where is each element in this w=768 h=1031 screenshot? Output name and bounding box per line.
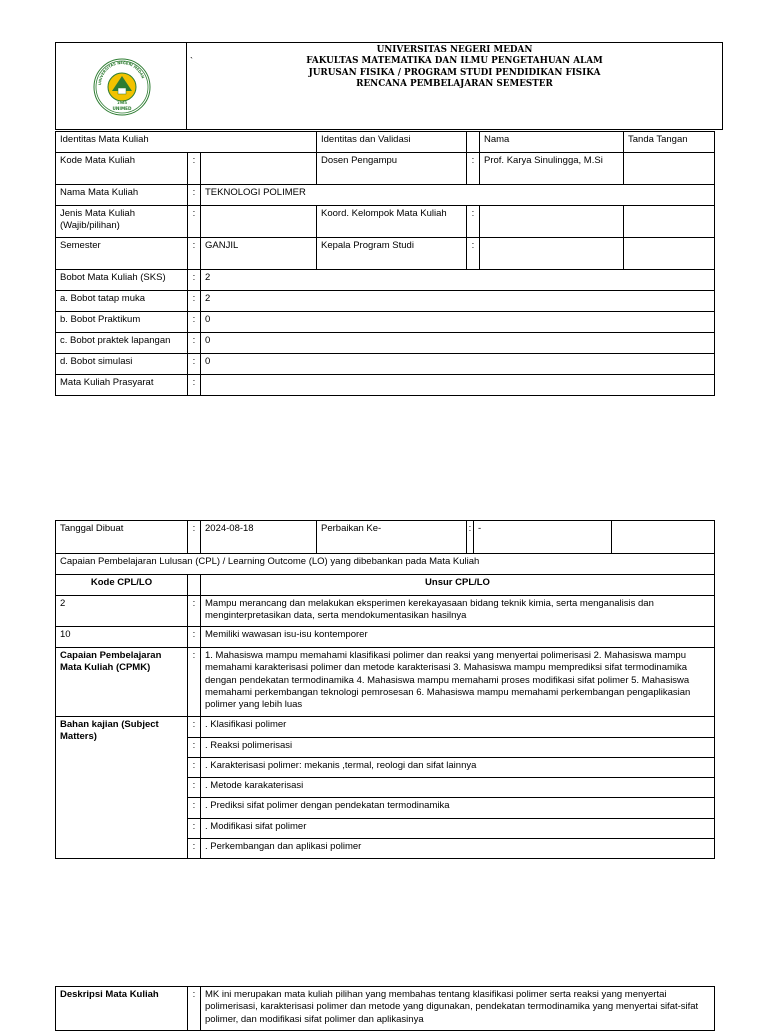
identitas-header: Identitas Mata Kuliah: [56, 132, 317, 153]
lapangan-value: 0: [201, 333, 715, 354]
deskripsi-text: MK ini merupakan mata kuliah pilihan yang membahas tentang klasifikasi polimer serta reaksi yang menyertai polimerisasi, karakterisasi polimer dan metode yang digunakan, pendekatan termodinamika yang menyertai sifat-sifat polimer, dan modifikasi sifat polimer dan aplikasinya: [201, 987, 715, 1031]
university-name: UNIVERSITAS NEGERI MEDAN: [376, 45, 533, 55]
perbaikan-value: -: [474, 521, 612, 554]
tatap-label: a. Bobot tatap muka: [56, 291, 188, 312]
header-table: [55, 42, 723, 130]
colon: :: [188, 738, 201, 758]
logo-bottom-text: UNIMED: [112, 106, 132, 111]
nama-mk-value: TEKNOLOGI POLIMER: [201, 185, 715, 206]
colon: :: [188, 153, 201, 185]
koord-label: Koord. Kelompok Mata Kuliah: [317, 206, 467, 238]
colon: :: [188, 291, 201, 312]
praktikum-value: 0: [201, 312, 715, 333]
cpmk-text: 1. Mahasiswa mampu memahami klasifikasi polimer dan reaksi yang menyertai polimerisasi 2. Mahasiswa mampu memahami karakterisasi polimer dan metode karakterisasi 3. Mahasiswa mampu memprediksi sifat termodinamika dengan pendekatan termodinamika 4. Mahasiswa mampu memahami proses modifikasi sifat polimer 5. Mahasiswa memahami perkembangan teknologi pemrosesan 6. Mahasiswa mampu memahami perkembangan pengaplikasian polimer yang lebih luas: [201, 648, 715, 717]
colon: :: [467, 206, 480, 238]
kaprodi-signature: [624, 238, 715, 270]
bahan-item: . Prediksi sifat polimer dengan pendekatan termodinamika: [201, 798, 715, 819]
simulasi-value: 0: [201, 354, 715, 375]
kaprodi-label: Kepala Program Studi: [317, 238, 467, 270]
perbaikan-label: Perbaikan Ke-: [317, 521, 467, 554]
lapangan-label: c. Bobot praktek lapangan: [56, 333, 188, 354]
cpl-code: 2: [56, 596, 188, 627]
bahan-label: Bahan kajian (Subject Matters): [56, 717, 188, 859]
colon: :: [188, 758, 201, 778]
logo-year: 1963: [116, 101, 128, 105]
colon: :: [188, 778, 201, 798]
cpmk-label: Capaian Pembelajaran Mata Kuliah (CPMK): [56, 648, 188, 717]
cpl-title: Capaian Pembelajaran Lulusan (CPL) / Learning Outcome (LO) yang dibebankan pada Mata Kuliah: [56, 554, 715, 575]
blank-cell: [188, 575, 201, 596]
cpl-text: Mampu merancang dan melakukan eksperimen kerekayasaan bidang teknik kimia, serta menganalisis dan menginterpretasikan data, serta mendokumentasikan hasilnya: [201, 596, 715, 627]
jenis-value: [201, 206, 317, 238]
bahan-item: . Perkembangan dan aplikasi polimer: [201, 839, 715, 859]
prasyarat-label: Mata Kuliah Prasyarat: [56, 375, 188, 396]
outcomes-table: [55, 520, 715, 859]
colon: :: [188, 333, 201, 354]
bahan-item: . Klasifikasi polimer: [201, 717, 715, 738]
department-name: JURUSAN FISIKA / PROGRAM STUDI PENDIDIKAN FISIKA: [308, 67, 601, 78]
logo-top-text: UNIVERSITAS NEGERI MEDAN: [97, 60, 145, 86]
semester-label: Semester: [56, 238, 188, 270]
tanggal-label: Tanggal Dibuat: [56, 521, 188, 554]
blank-cell: [467, 132, 480, 153]
header-titles: [187, 43, 723, 130]
kode-value: [201, 153, 317, 185]
colon: :: [467, 238, 480, 270]
colon: :: [188, 206, 201, 238]
bobot-value: 2: [201, 270, 715, 291]
validasi-header: Identitas dan Validasi: [317, 132, 467, 153]
dosen-signature: [624, 153, 715, 185]
colon: :: [467, 153, 480, 185]
logo-cell: [56, 43, 187, 130]
jenis-label: Jenis Mata Kuliah (Wajib/pilihan): [56, 206, 188, 238]
colon: :: [188, 627, 201, 648]
colon: :: [188, 819, 201, 839]
deskripsi-label: Deskripsi Mata Kuliah: [56, 987, 188, 1031]
colon: :: [188, 521, 201, 554]
cpl-code: 10: [56, 627, 188, 648]
tanggal-value: 2024-08-18: [201, 521, 317, 554]
semester-value: GANJIL: [201, 238, 317, 270]
colon: :: [188, 270, 201, 291]
stray-mark: `: [190, 56, 193, 66]
university-logo: [56, 43, 187, 125]
colon: :: [188, 717, 201, 738]
colon: :: [188, 648, 201, 717]
colon: :: [467, 521, 474, 554]
faculty-name: FAKULTAS MATEMATIKA DAN ILMU PENGETAHUAN ALAM: [306, 56, 603, 67]
bahan-item: . Modifikasi sifat polimer: [201, 819, 715, 839]
tatap-value: 2: [201, 291, 715, 312]
colon: :: [188, 987, 201, 1031]
simulasi-label: d. Bobot simulasi: [56, 354, 188, 375]
nama-header: Nama: [480, 132, 624, 153]
unsur-cpl-header: Unsur CPL/LO: [201, 575, 715, 596]
identity-table: [55, 131, 715, 396]
dosen-label: Dosen Pengampu: [317, 153, 467, 185]
document-title: RENCANA PEMBELAJARAN SEMESTER: [356, 79, 553, 90]
ttd-header: Tanda Tangan: [624, 132, 715, 153]
kode-cpl-header: Kode CPL/LO: [56, 575, 188, 596]
praktikum-label: b. Bobot Praktikum: [56, 312, 188, 333]
cpl-text: Memiliki wawasan isu-isu kontemporer: [201, 627, 715, 648]
koord-signature: [624, 206, 715, 238]
bahan-item: . Reaksi polimerisasi: [201, 738, 715, 758]
colon: :: [188, 839, 201, 859]
colon: :: [188, 185, 201, 206]
colon: :: [188, 596, 201, 627]
bobot-label: Bobot Mata Kuliah (SKS): [56, 270, 188, 291]
bahan-item: . Metode karakaterisasi: [201, 778, 715, 798]
description-table: [55, 986, 715, 1031]
kaprodi-value: [480, 238, 624, 270]
colon: :: [188, 238, 201, 270]
blank-cell: [612, 521, 715, 554]
kode-label: Kode Mata Kuliah: [56, 153, 188, 185]
colon: :: [188, 798, 201, 819]
colon: :: [188, 312, 201, 333]
prasyarat-value: [201, 375, 715, 396]
bahan-item: . Karakterisasi polimer: mekanis ,termal, reologi dan sifat lainnya: [201, 758, 715, 778]
colon: :: [188, 354, 201, 375]
nama-mk-label: Nama Mata Kuliah: [56, 185, 188, 206]
koord-value: [480, 206, 624, 238]
colon: :: [188, 375, 201, 396]
dosen-value: Prof. Karya Sinulingga, M.Si: [480, 153, 624, 185]
